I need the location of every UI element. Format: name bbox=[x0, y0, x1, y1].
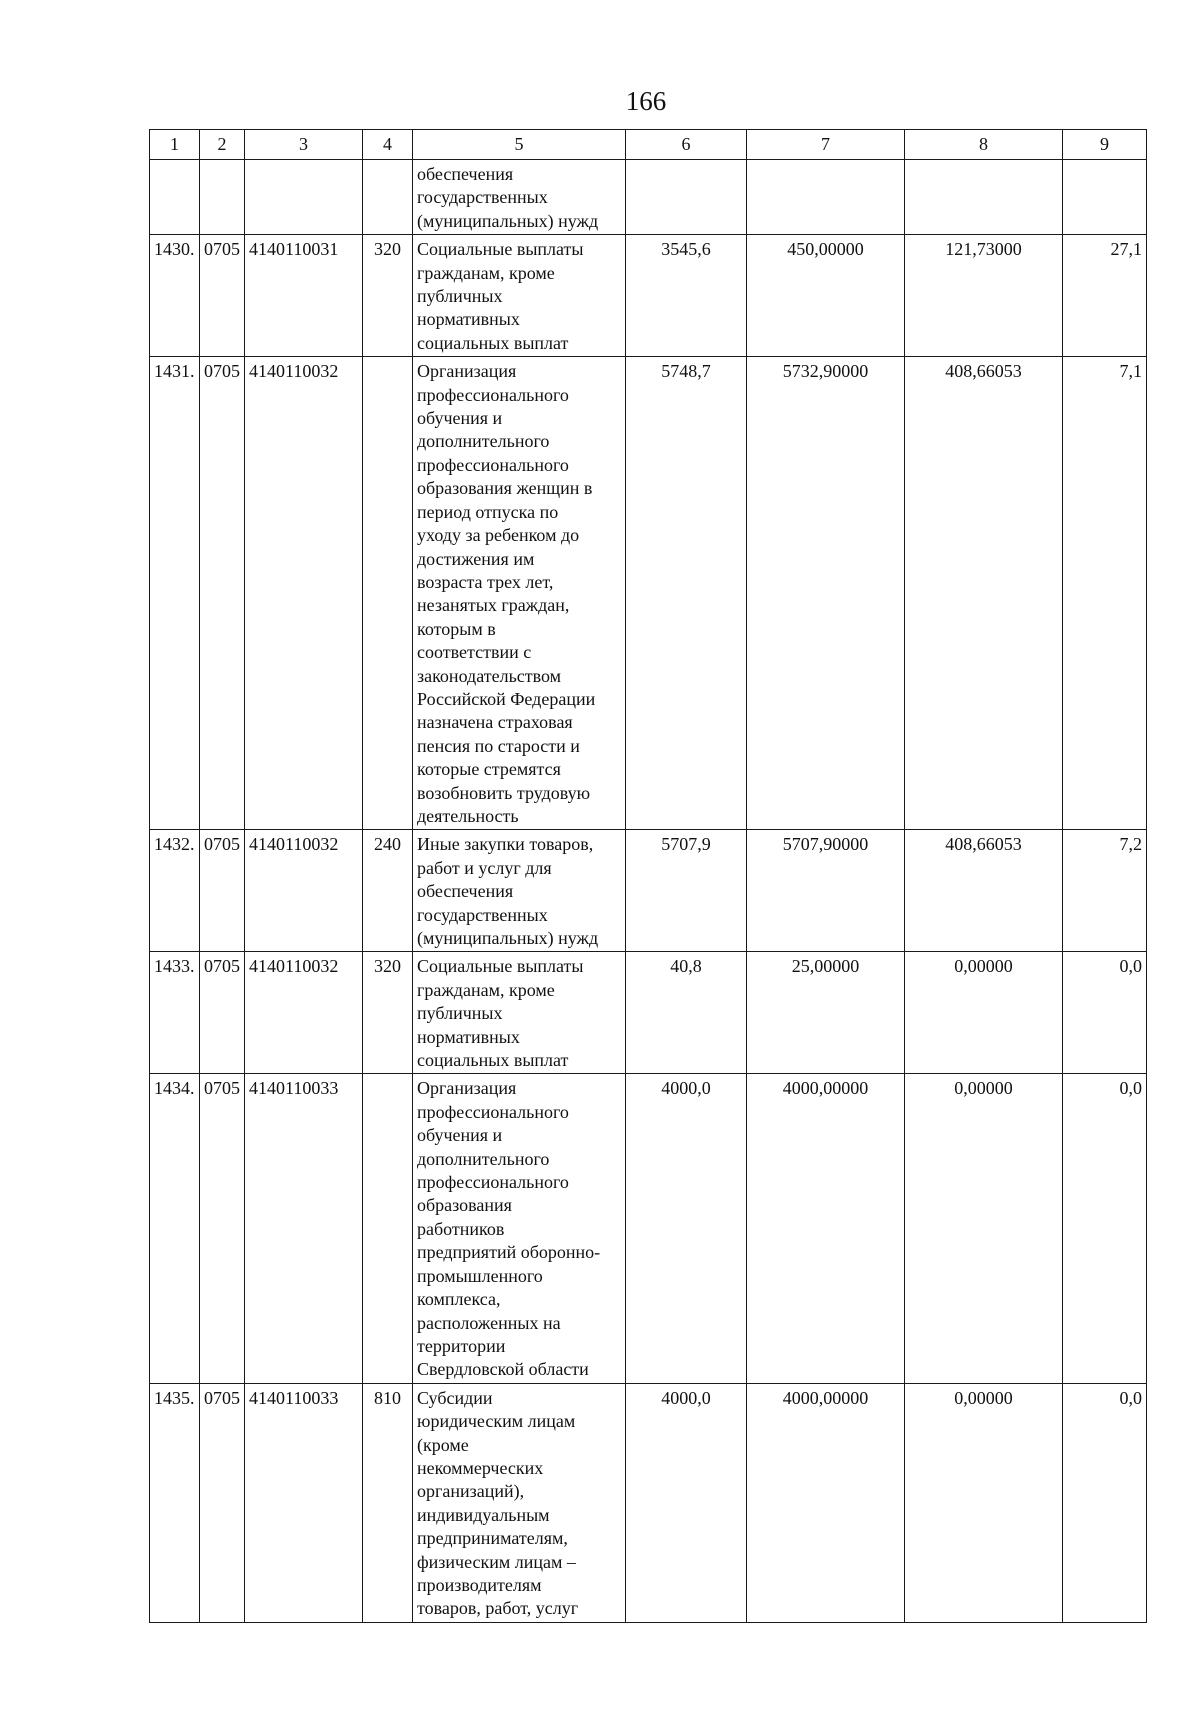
value-col-7: 5707,90000 bbox=[747, 830, 905, 952]
item-name-line: Социальные выплаты bbox=[417, 239, 584, 260]
expense-type: 810 bbox=[363, 1383, 413, 1622]
row-number bbox=[150, 160, 200, 235]
item-name bbox=[413, 830, 626, 952]
item-name-line: которые стремятся bbox=[417, 759, 561, 780]
item-name-line: государственных bbox=[417, 904, 548, 925]
value-col-7: 4000,00000 bbox=[747, 1383, 905, 1622]
item-name-line: работ и услуг для bbox=[417, 857, 552, 878]
expense-type: 320 bbox=[363, 235, 413, 357]
item-name-line: (муниципальных) нужд bbox=[417, 210, 599, 231]
header-col-4: 4 bbox=[363, 130, 413, 160]
item-name bbox=[413, 952, 626, 1074]
item-name-line: обеспечения bbox=[417, 881, 514, 902]
item-name-line: достижения им bbox=[417, 548, 535, 569]
value-col-8: 0,00000 bbox=[905, 952, 1063, 1074]
value-col-9: 7,1 bbox=[1063, 357, 1147, 830]
item-name-line: публичных bbox=[417, 286, 503, 307]
item-name-line: обеспечения bbox=[417, 164, 514, 184]
row-number: 1430. bbox=[150, 235, 200, 357]
row-number: 1431. bbox=[150, 357, 200, 830]
item-name-line: нормативных bbox=[417, 1026, 520, 1047]
item-name-line: незанятых граждан, bbox=[417, 595, 570, 616]
header-col-9: 9 bbox=[1063, 130, 1147, 160]
target-code: 4140110031 bbox=[245, 235, 363, 357]
item-name-line: профессионального bbox=[417, 1172, 569, 1193]
item-name-line: товаров, работ, услуг bbox=[417, 1598, 579, 1619]
table-row bbox=[150, 235, 1147, 357]
item-name-line: профессионального bbox=[417, 1101, 569, 1122]
table-header bbox=[150, 130, 1147, 160]
item-name-line: которым в bbox=[417, 618, 496, 639]
item-name-line: Иные закупки товаров, bbox=[417, 834, 594, 855]
section-code: 0705 bbox=[200, 357, 245, 830]
item-name-line: Организация bbox=[417, 1078, 517, 1099]
header-col-6: 6 bbox=[626, 130, 747, 160]
header-col-1: 1 bbox=[150, 130, 200, 160]
row-number: 1435. bbox=[150, 1383, 200, 1622]
table-row bbox=[150, 357, 1147, 830]
item-name-line: пенсия по старости и bbox=[417, 735, 580, 756]
value-col-9: 0,0 bbox=[1063, 1074, 1147, 1383]
header-row bbox=[150, 130, 1147, 160]
value-col-7 bbox=[747, 160, 905, 235]
item-name-line: индивидуальным bbox=[417, 1504, 550, 1525]
section-code: 0705 bbox=[200, 235, 245, 357]
item-name-line: Организация bbox=[417, 361, 517, 382]
value-col-9: 0,0 bbox=[1063, 1383, 1147, 1622]
expense-type bbox=[363, 357, 413, 830]
item-name-line: нормативных bbox=[417, 309, 520, 330]
value-col-8: 408,66053 bbox=[905, 357, 1063, 830]
section-code: 0705 bbox=[200, 830, 245, 952]
item-name bbox=[413, 357, 626, 830]
header-col-8: 8 bbox=[905, 130, 1063, 160]
item-name-line: гражданам, кроме bbox=[417, 262, 555, 283]
value-col-9 bbox=[1063, 160, 1147, 235]
item-name-line: гражданам, кроме bbox=[417, 979, 555, 1000]
value-col-6 bbox=[626, 160, 747, 235]
item-name-line: расположенных на bbox=[417, 1312, 561, 1333]
row-number: 1432. bbox=[150, 830, 200, 952]
item-name-line: Свердловской области bbox=[417, 1359, 589, 1380]
value-col-6: 3545,6 bbox=[626, 235, 747, 357]
expense-type: 320 bbox=[363, 952, 413, 1074]
target-code bbox=[245, 160, 363, 235]
section-code bbox=[200, 160, 245, 235]
value-col-7: 450,00000 bbox=[747, 235, 905, 357]
item-name-line: социальных выплат bbox=[417, 1050, 569, 1071]
item-name-line: соответствии с bbox=[417, 642, 532, 663]
header-col-5: 5 bbox=[413, 130, 626, 160]
value-col-8: 0,00000 bbox=[905, 1383, 1063, 1622]
section-code: 0705 bbox=[200, 1074, 245, 1383]
item-name-line: дополнительного bbox=[417, 1148, 550, 1169]
page-number: 166 bbox=[625, 86, 667, 116]
item-name-line: производителям bbox=[417, 1574, 542, 1595]
target-code: 4140110033 bbox=[245, 1383, 363, 1622]
value-col-8: 0,00000 bbox=[905, 1074, 1063, 1383]
item-name-line: промышленного bbox=[417, 1265, 543, 1286]
item-name-line: возобновить трудовую bbox=[417, 782, 591, 803]
item-name bbox=[413, 1074, 626, 1383]
item-name-line: Российской Федерации bbox=[417, 688, 596, 709]
value-col-6: 4000,0 bbox=[626, 1074, 747, 1383]
table-row bbox=[150, 1074, 1147, 1383]
header-col-7: 7 bbox=[747, 130, 905, 160]
item-name-line: назначена страховая bbox=[417, 712, 573, 733]
table-row bbox=[150, 160, 1147, 235]
item-name-line: образования bbox=[417, 1195, 512, 1216]
item-name-line: дополнительного bbox=[417, 431, 550, 452]
value-col-7: 4000,00000 bbox=[747, 1074, 905, 1383]
item-name-line: законодательством bbox=[417, 665, 562, 686]
table-row bbox=[150, 952, 1147, 1074]
table-row bbox=[150, 830, 1147, 952]
item-name-line: обучения и bbox=[417, 1125, 503, 1146]
item-name-line: (кроме bbox=[417, 1434, 469, 1455]
item-name-line: социальных выплат bbox=[417, 332, 569, 353]
value-col-6: 40,8 bbox=[626, 952, 747, 1074]
item-name-line: деятельность bbox=[417, 805, 519, 826]
value-col-8: 408,66053 bbox=[905, 830, 1063, 952]
value-col-9: 7,2 bbox=[1063, 830, 1147, 952]
item-name-line: предпринимателям, bbox=[417, 1528, 568, 1549]
value-col-8: 121,73000 bbox=[905, 235, 1063, 357]
value-col-6: 5748,7 bbox=[626, 357, 747, 830]
item-name-line: профессионального bbox=[417, 384, 569, 405]
section-code: 0705 bbox=[200, 1383, 245, 1622]
item-name-line: Социальные выплаты bbox=[417, 956, 584, 977]
budget-table bbox=[149, 129, 1147, 1623]
item-name-line: возраста трех лет, bbox=[417, 571, 554, 592]
value-col-8 bbox=[905, 160, 1063, 235]
expense-type bbox=[363, 160, 413, 235]
target-code: 4140110032 bbox=[245, 357, 363, 830]
item-name-line: юридическим лицам bbox=[417, 1411, 576, 1432]
item-name-line: территории bbox=[417, 1335, 506, 1356]
value-col-7: 5732,90000 bbox=[747, 357, 905, 830]
expense-type: 240 bbox=[363, 830, 413, 952]
section-code: 0705 bbox=[200, 952, 245, 1074]
item-name-line: Субсидии bbox=[417, 1387, 493, 1408]
item-name-line: организаций), bbox=[417, 1481, 525, 1502]
item-name-line: комплекса, bbox=[417, 1289, 501, 1310]
item-name-line: профессионального bbox=[417, 454, 569, 475]
item-name-line: некоммерческих bbox=[417, 1457, 544, 1478]
item-name bbox=[413, 160, 626, 235]
item-name-line: предприятий оборонно- bbox=[417, 1242, 601, 1263]
item-name-line: уходу за ребенком до bbox=[417, 525, 580, 546]
row-number: 1434. bbox=[150, 1074, 200, 1383]
value-col-9: 0,0 bbox=[1063, 952, 1147, 1074]
value-col-7: 25,00000 bbox=[747, 952, 905, 1074]
value-col-6: 5707,9 bbox=[626, 830, 747, 952]
item-name-line: государственных bbox=[417, 187, 548, 208]
table-body bbox=[150, 160, 1147, 1623]
header-col-2: 2 bbox=[200, 130, 245, 160]
item-name-line: (муниципальных) нужд bbox=[417, 928, 599, 948]
target-code: 4140110032 bbox=[245, 952, 363, 1074]
target-code: 4140110033 bbox=[245, 1074, 363, 1383]
table-row bbox=[150, 1383, 1147, 1622]
value-col-9: 27,1 bbox=[1063, 235, 1147, 357]
item-name-line: публичных bbox=[417, 1003, 503, 1024]
header-col-3: 3 bbox=[245, 130, 363, 160]
item-name-line: физическим лицам – bbox=[417, 1551, 576, 1572]
item-name-line: период отпуска по bbox=[417, 501, 559, 522]
expense-type bbox=[363, 1074, 413, 1383]
item-name-line: работников bbox=[417, 1218, 505, 1239]
item-name-line: образования женщин в bbox=[417, 478, 593, 499]
row-number: 1433. bbox=[150, 952, 200, 1074]
target-code: 4140110032 bbox=[245, 830, 363, 952]
item-name bbox=[413, 1383, 626, 1622]
value-col-6: 4000,0 bbox=[626, 1383, 747, 1622]
item-name-line: обучения и bbox=[417, 408, 503, 429]
item-name bbox=[413, 235, 626, 357]
